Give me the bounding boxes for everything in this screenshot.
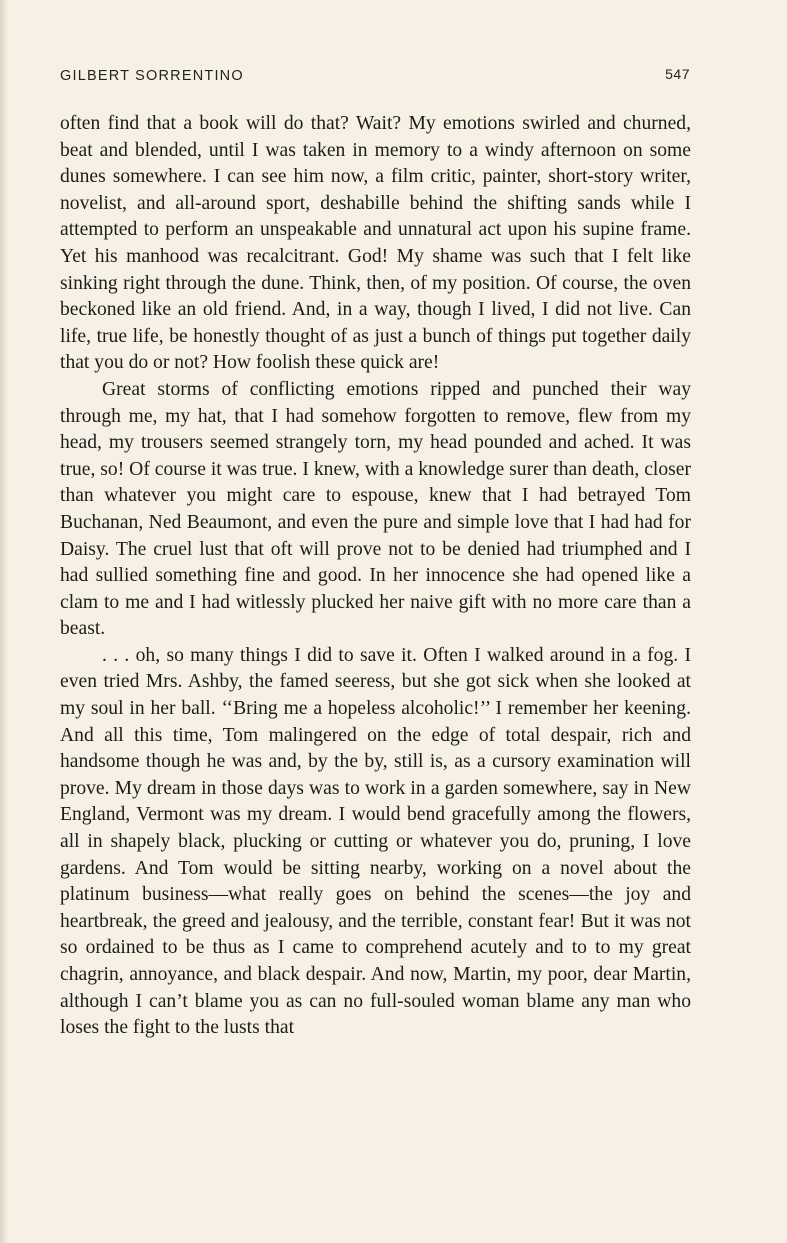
paragraph-continued: often find that a book will do that? Wait? My emotions swirled and churned, beat and blended, until I was taken in memory to a windy afternoon on some dunes somewhere. I can see him now, a film critic, painter, short-story writer, novelist, and all-around sport, deshabille behind the shifting sands while I attempted to perform an unspeakable and unnatural act upon his supine frame. Yet his manhood was recalcitrant. God! My shame was such that I felt like sinking right through the dune. Think, then, of my position. Of course, the oven beckoned like an old friend. And, in a way, though I lived, I did not live. Can life, true life, be honestly thought of as just a bunch of things put together daily that you do or not? How foolish these quick are! xyxy=(60,113,691,374)
running-head-author: GILBERT SORRENTINO xyxy=(60,68,244,84)
page-number: 547 xyxy=(665,66,690,82)
body-text xyxy=(60,111,691,1042)
paragraph: Great storms of conflicting emotions ripped and punched their way through me, my hat, that I had somehow forgotten to remove, flew from my head, my trousers seemed strangely torn, my head pounded and ached. It was true, so! Of course it was true. I knew, with a knowledge surer than death, closer than whatever you might care to espouse, knew that I had betrayed Tom Buchanan, Ned Beaumont, and even the pure and simple love that I had had for Daisy. The cruel lust that oft will prove not to be denied had triumphed and I had sullied something fine and good. In her innocence she had opened like a clam to me and I had witlessly plucked her naive gift with no more care than a beast. xyxy=(60,378,691,640)
page-gutter-shadow xyxy=(0,0,8,1243)
paragraph: . . . oh, so many things I did to save it. Often I walked around in a fog. I even tried Mrs. Ashby, the famed seeress, but she got sick when she looked at my soul in her ball. ‘‘Bring me a hopeless alcoholic!’’ I remember her keening. And all this time, Tom malingered on the edge of total despair, rich and handsome though he was and, by the by, still is, as a cursory examination will prove. My dream in those days was to work in a garden somewhere, say in New England, Vermont was my dream. I would bend gracefully among the flowers, all in shapely black, plucking or cutting or whatever you do, pruning, I love gardens. And Tom would be sitting nearby, working on a novel about the platinum business—what really goes on behind the scenes—the joy and heartbreak, the greed and jealousy, and the terrible, constant fear! But it was not so ordained to be thus as I came to comprehend acutely and to to my great chagrin, annoyance, and black despair. And now, Martin, my poor, dear Martin, although I can’t blame you as can no full-souled woman blame any man who loses the fight to the lusts that xyxy=(60,644,691,1039)
running-head xyxy=(60,66,690,88)
